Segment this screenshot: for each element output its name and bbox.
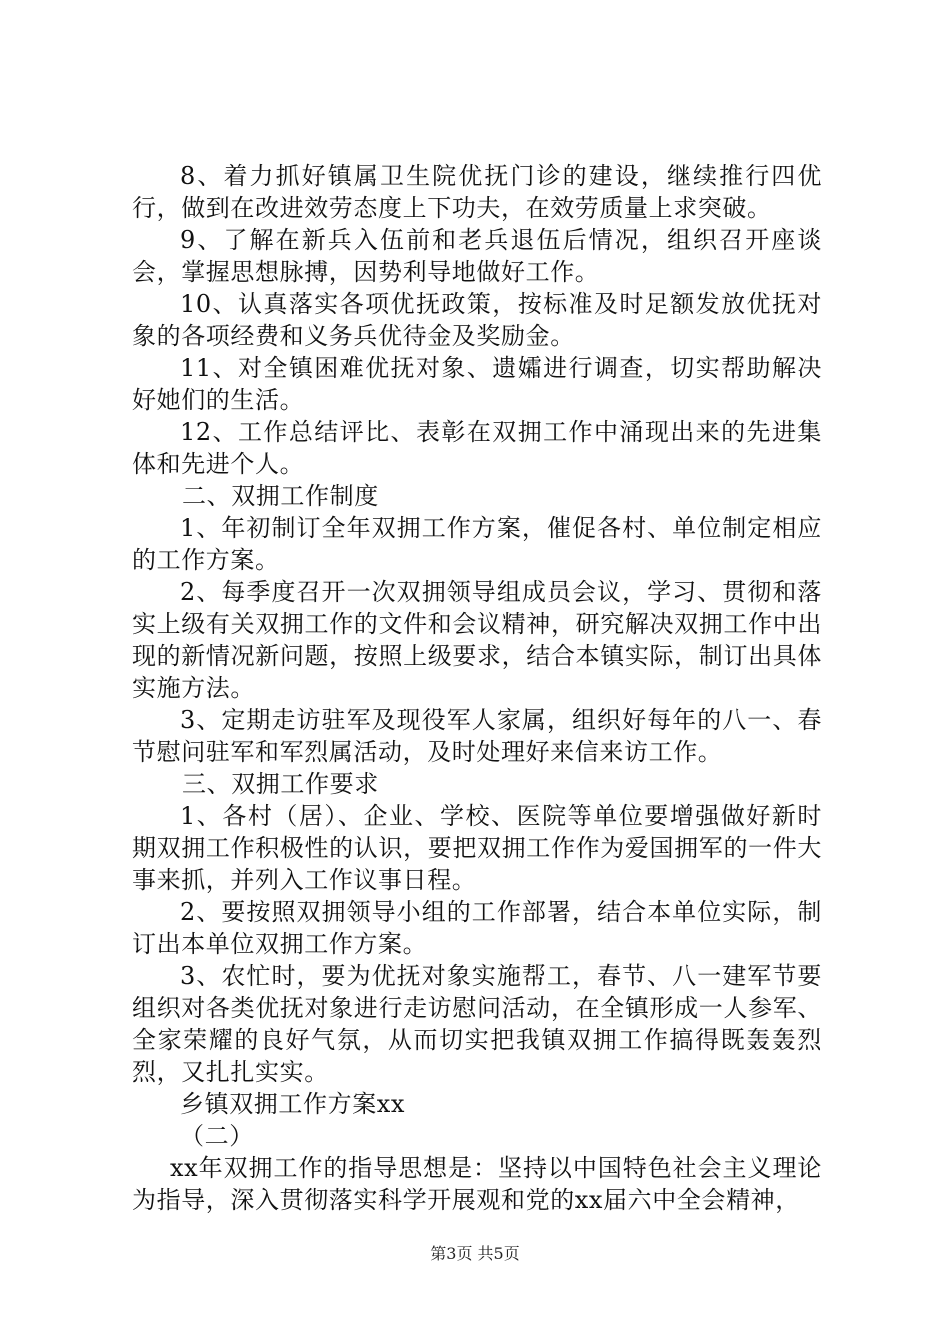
document-body	[132, 160, 822, 1216]
paragraph-requirement-3: 3、农忙时，要为优抚对象实施帮工，春节、八一建军节要组织对各类优抚对象进行走访慰问活动，在全镇形成一人参军、全家荣耀的良好气氛，从而切实把我镇双拥工作搞得既轰轰烈烈，又扎扎实实。	[132, 962, 822, 1086]
paragraph-item-12: 12、工作总结评比、表彰在双拥工作中涌现出来的先进集体和先进个人。	[132, 418, 822, 478]
paragraph-system-2: 2、每季度召开一次双拥领导组成员会议，学习、贯彻和落实上级有关双拥工作的文件和会议精神，研究解决双拥工作中出现的新情况新问题，按照上级要求，结合本镇实际，制订出具体实施方法。	[132, 578, 822, 702]
section-number: （二）	[180, 1122, 254, 1150]
paragraph-system-3: 3、定期走访驻军及现役军人家属，组织好每年的八一、春节慰问驻军和军烈属活动，及时处理好来信来访工作。	[132, 706, 822, 766]
page-footer: 第3页 共5页	[430, 1244, 520, 1263]
paragraph-requirement-2: 2、要按照双拥领导小组的工作部署，结合本单位实际，制订出本单位双拥工作方案。	[132, 898, 822, 958]
section-heading-system: 二、双拥工作制度	[182, 482, 379, 510]
paragraph-requirement-1: 1、各村（居）、企业、学校、医院等单位要增强做好新时期双拥工作积极性的认识，要把双拥工作作为爱国拥军的一件大事来抓，并列入工作议事日程。	[132, 802, 822, 894]
paragraph-guiding-thought: xx年双拥工作的指导思想是：坚持以中国特色社会主义理论为指导，深入贯彻落实科学开展观和党的xx届六中全会精神，	[132, 1154, 822, 1214]
document-subtitle: 乡镇双拥工作方案xx	[180, 1090, 406, 1118]
paragraph-item-10: 10、认真落实各项优抚政策，按标准及时足额发放优抚对象的各项经费和义务兵优待金及奖励金。	[132, 290, 822, 350]
paragraph-system-1: 1、年初制订全年双拥工作方案，催促各村、单位制定相应的工作方案。	[132, 514, 822, 574]
paragraph-item-8: 8、着力抓好镇属卫生院优抚门诊的建设，继续推行四优行，做到在改进效劳态度上下功夫，在效劳质量上求突破。	[132, 162, 822, 222]
paragraph-item-11: 11、对全镇困难优抚对象、遗孀进行调查，切实帮助解决好她们的生活。	[132, 354, 822, 414]
section-heading-requirements: 三、双拥工作要求	[182, 770, 379, 798]
paragraph-item-9: 9、了解在新兵入伍前和老兵退伍后情况，组织召开座谈会，掌握思想脉搏，因势利导地做好工作。	[132, 226, 822, 286]
